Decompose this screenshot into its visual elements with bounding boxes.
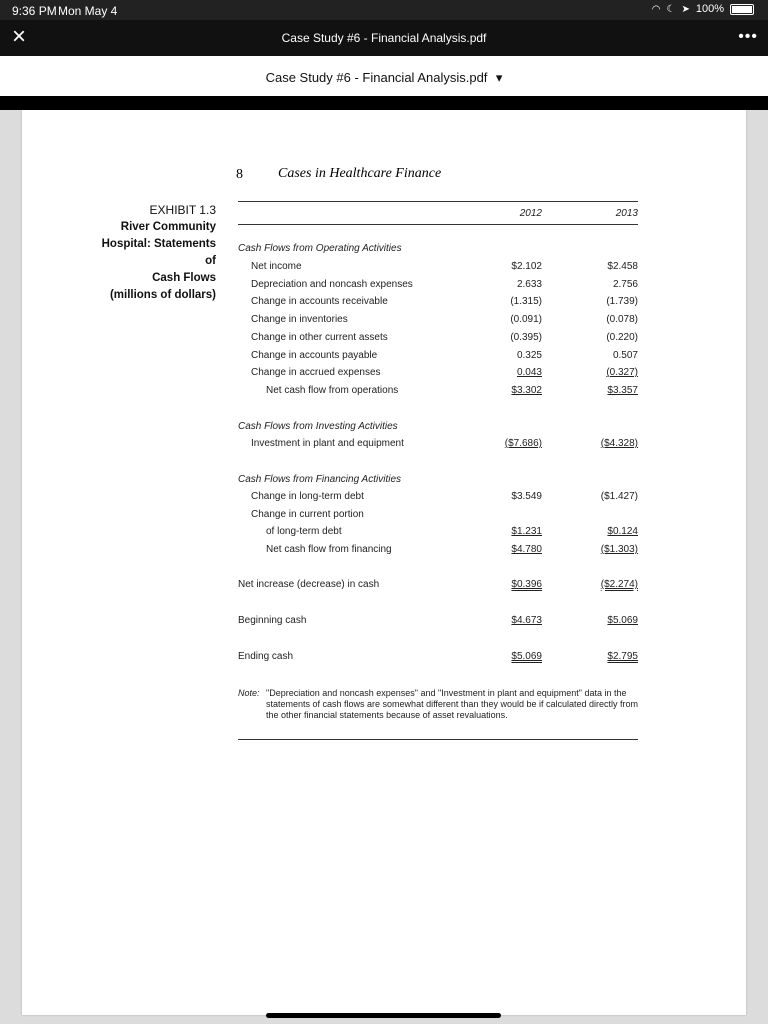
page-header: Cases in Healthcare Finance	[278, 166, 442, 181]
more-options-icon[interactable]: •••	[738, 28, 758, 45]
row-label-total: Net cash flow from operations	[266, 385, 399, 396]
value-2012: (0.091)	[510, 314, 542, 325]
battery-icon	[730, 4, 754, 15]
row-label: Investment in plant and equipment	[251, 438, 404, 449]
value-2012: 2.633	[516, 279, 542, 290]
value-2013: $3.357	[607, 385, 638, 396]
status-right	[652, 3, 754, 15]
value-2012: (1.315)	[510, 296, 542, 307]
note-prefix: Note:	[238, 688, 260, 698]
status-bar	[0, 0, 768, 20]
value-2013: 0.507	[612, 350, 638, 361]
value-2013: $5.069	[607, 615, 638, 626]
moon-icon: ☾	[666, 3, 676, 15]
row-label: Change in inventories	[251, 314, 348, 325]
value-2012: $3.302	[511, 385, 542, 396]
document-selector[interactable]	[0, 56, 768, 97]
exhibit-title-line: Cash Flows	[152, 272, 216, 284]
location-icon: ➤	[681, 3, 690, 15]
value-2012: ($7.686)	[504, 438, 542, 449]
row-label: Change in accounts receivable	[251, 296, 388, 307]
value-2013: (0.078)	[606, 314, 638, 325]
wifi-icon: ◠	[651, 3, 661, 15]
value-2013: ($1.427)	[600, 491, 638, 502]
section-operating: Cash Flows from Operating Activities	[238, 243, 402, 254]
page-gap	[0, 96, 768, 110]
title-bar	[0, 20, 768, 56]
value-2012: 0.043	[516, 367, 542, 378]
exhibit-number: EXHIBIT 1.3	[149, 203, 216, 217]
note-text: "Depreciation and noncash expenses" and "Investment in plant and equipment" data in the statements of cash flows are somewhat different than they would be if calculated directly from the other financial statements because of asset revaluations.	[266, 688, 639, 720]
page-number: 8	[236, 167, 243, 182]
status-date: Mon May 4	[58, 4, 118, 18]
value-2012: $4.673	[511, 615, 542, 626]
value-2013: ($2.274)	[600, 579, 638, 590]
value-2013: $0.124	[607, 526, 638, 537]
value-2012: $1.231	[511, 526, 542, 537]
document-filename[interactable]: Case Study #6 - Financial Analysis.pdf	[265, 70, 488, 85]
battery-percent: 100%	[695, 3, 724, 15]
col-header-2012: 2012	[519, 208, 542, 219]
chevron-down-icon[interactable]: ▾	[495, 70, 503, 85]
home-indicator[interactable]	[266, 1013, 501, 1018]
exhibit-title-line: Hospital: Statements of	[101, 238, 216, 267]
window-title: Case Study #6 - Financial Analysis.pdf	[281, 31, 487, 45]
row-label: Change in accrued expenses	[251, 367, 381, 378]
value-2013: 2.756	[612, 279, 638, 290]
status-time: 9:36 PM	[12, 4, 57, 18]
exhibit-units: (millions of dollars)	[109, 289, 216, 301]
row-label-total: Net cash flow from financing	[266, 544, 392, 555]
pdf-page	[22, 110, 746, 1015]
value-2013: ($1.303)	[600, 544, 638, 555]
table-note	[238, 688, 640, 721]
row-label: of long-term debt	[266, 526, 342, 537]
close-icon[interactable]: ×	[11, 23, 26, 50]
row-label: Change in accounts payable	[251, 350, 378, 361]
value-2013: $2.458	[607, 261, 638, 272]
row-label: Change in current portion	[251, 509, 364, 520]
value-2013: (0.327)	[606, 367, 638, 378]
row-label: Beginning cash	[238, 615, 307, 626]
row-label: Net income	[251, 261, 302, 272]
value-2012: $4.780	[511, 544, 542, 555]
section-investing: Cash Flows from Investing Activities	[238, 421, 398, 432]
value-2013: (1.739)	[606, 296, 638, 307]
value-2012: $0.396	[511, 579, 542, 590]
value-2012: 0.325	[516, 350, 542, 361]
exhibit-caption	[88, 202, 216, 304]
row-label: Net increase (decrease) in cash	[238, 579, 380, 590]
row-label: Depreciation and noncash expenses	[251, 279, 413, 290]
value-2013: ($4.328)	[600, 438, 638, 449]
row-label: Change in long-term debt	[251, 491, 364, 502]
value-2013: $2.795	[607, 651, 638, 662]
value-2013: (0.220)	[606, 332, 638, 343]
row-label: Change in other current assets	[251, 332, 388, 343]
value-2012: $2.102	[511, 261, 542, 272]
value-2012: $3.549	[511, 491, 542, 502]
table-bottom-rule	[238, 739, 638, 740]
exhibit-title-line: River Community	[120, 221, 216, 233]
col-header-2013: 2013	[615, 208, 638, 219]
table-header-rule	[238, 224, 638, 225]
value-2012: $5.069	[511, 651, 542, 662]
row-label: Ending cash	[238, 651, 294, 662]
section-financing: Cash Flows from Financing Activities	[238, 474, 402, 485]
value-2012: (0.395)	[510, 332, 542, 343]
table-top-rule	[238, 201, 638, 202]
